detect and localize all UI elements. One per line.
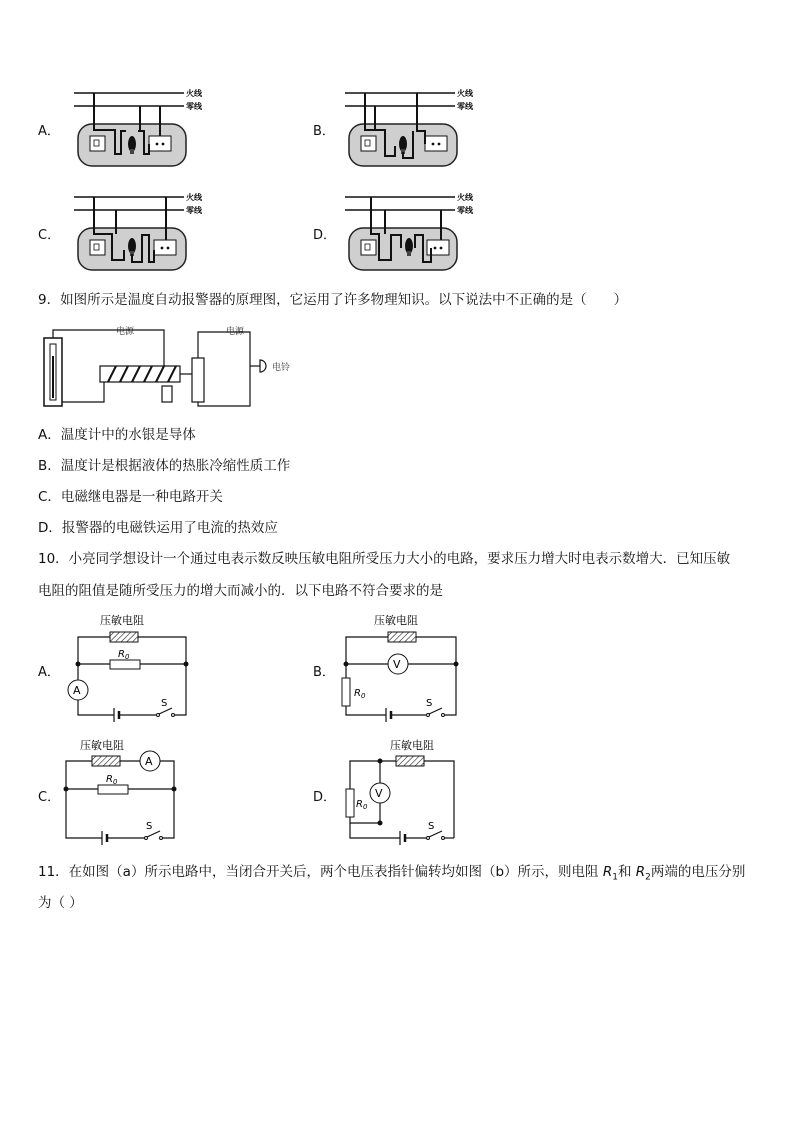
switch-label: S	[426, 698, 433, 709]
piezo-label: 压敏电阻	[80, 739, 124, 752]
switch-label: S	[146, 821, 153, 832]
q9-stem: 9．如图所示是温度自动报警器的原理图，它运用了许多物理知识。以下说法中不正确的是（ ）	[38, 292, 628, 308]
q10-option-c-label[interactable]: C．	[38, 790, 61, 805]
live-wire-label: 火线	[186, 193, 202, 202]
ammeter-label: A	[145, 755, 153, 768]
switch-label: S	[428, 821, 435, 832]
r0-label: $R_0$	[354, 688, 366, 700]
live-wire-label: 火线	[186, 89, 202, 98]
q9-option-a[interactable]: A．温度计中的水银是导体	[38, 427, 196, 443]
r0-label: $R_0$	[106, 774, 118, 786]
q11-stem-line2: 为（ ）	[38, 895, 83, 911]
q10-stem-line1: 10．小亮同学想设计一个通过电表示数反映压敏电阻所受压力大小的电路，要求压力增大时电表示数增大．已知压敏	[38, 551, 731, 567]
ammeter-label: A	[73, 684, 81, 697]
piezo-label: 压敏电阻	[100, 614, 144, 627]
power-label-left: 电源	[116, 327, 135, 337]
q8-option-c-label[interactable]: C．	[38, 228, 61, 243]
q8-option-a-label[interactable]: A．	[38, 124, 60, 139]
live-wire-label: 火线	[457, 89, 473, 98]
r0-label: $R_0$	[118, 649, 130, 661]
live-wire-label: 火线	[457, 193, 473, 202]
voltmeter-label: V	[375, 787, 383, 800]
q8-figure-a	[74, 84, 204, 170]
neutral-wire-label: 零线	[186, 102, 202, 111]
bell-label: 电铃	[272, 363, 291, 373]
q8-figure-d	[345, 188, 475, 274]
q10-circuit-b	[338, 612, 478, 722]
q10-option-d-label[interactable]: D．	[313, 790, 337, 805]
power-label-right: 电源	[226, 327, 245, 337]
q9-alarm-figure	[38, 322, 338, 412]
q10-stem-line2: 电阻的阻值是随所受压力的增大而减小的．以下电路不符合要求的是	[38, 583, 443, 599]
q10-circuit-a	[60, 612, 200, 722]
q8-option-b-label[interactable]: B．	[313, 124, 335, 139]
q9-option-b[interactable]: B．温度计是根据液体的热胀冷缩性质工作	[38, 458, 291, 474]
r0-label: $R_0$	[356, 799, 368, 811]
q10-circuit-d	[338, 735, 478, 847]
neutral-wire-label: 零线	[457, 102, 473, 111]
q9-option-d[interactable]: D．报警器的电磁铁运用了电流的热效应	[38, 520, 278, 536]
q11-stem-line1: 11．在如图（a）所示电路中，当闭合开关后，两个电压表指针偏转均如图（b）所示，则电阻 $R_1$和 $R_2$两端的电压分别	[38, 864, 746, 883]
voltmeter-label: V	[393, 658, 401, 671]
q10-option-b-label[interactable]: B．	[313, 665, 335, 680]
q8-figure-c	[74, 188, 204, 274]
q8-figure-b	[345, 84, 475, 170]
neutral-wire-label: 零线	[457, 206, 473, 215]
q8-option-d-label[interactable]: D．	[313, 228, 337, 243]
switch-label: S	[161, 698, 168, 709]
q10-circuit-c	[60, 735, 200, 847]
neutral-wire-label: 零线	[186, 206, 202, 215]
piezo-label: 压敏电阻	[390, 739, 434, 752]
piezo-label: 压敏电阻	[374, 614, 418, 627]
q9-option-c[interactable]: C．电磁继电器是一种电路开关	[38, 489, 223, 505]
q10-option-a-label[interactable]: A．	[38, 665, 60, 680]
